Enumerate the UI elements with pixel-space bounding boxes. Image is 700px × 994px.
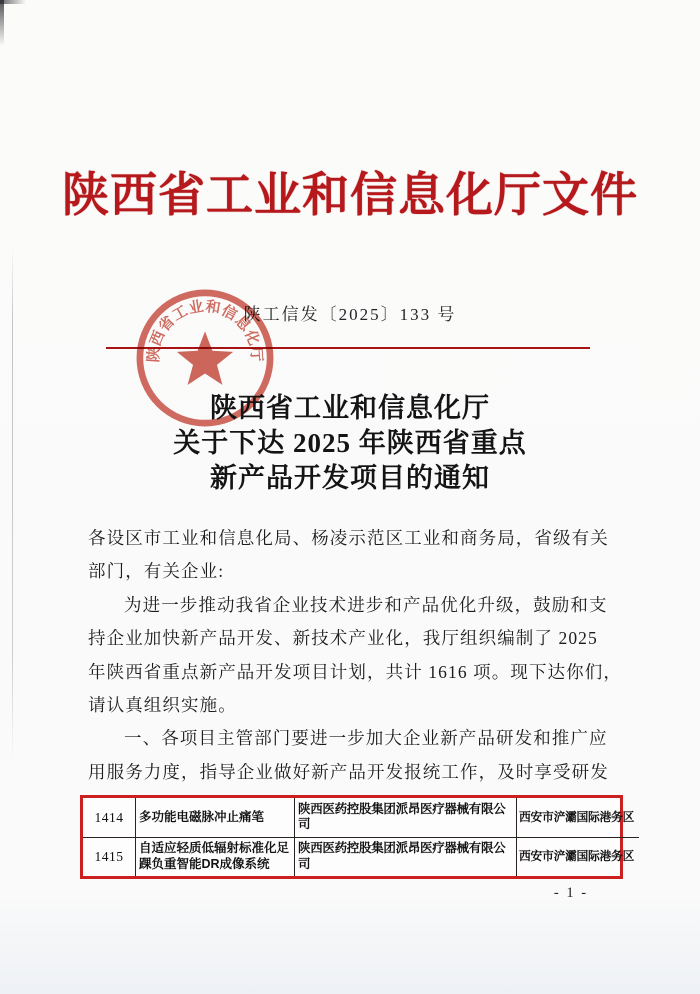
district-cell: 西安市浐灞国际港务区 bbox=[517, 837, 640, 876]
body-line: 一、各项目主管部门要进一步加大企业新产品研发和推广应 bbox=[124, 728, 608, 749]
body-line: 各设区市工业和信息化局、杨凌示范区工业和商务局，省级有关 bbox=[88, 528, 609, 548]
project-name-cell: 自适应轻质低辐射标准化足踝负重智能DR成像系统 bbox=[136, 837, 295, 876]
page-number: - 1 - bbox=[553, 885, 589, 901]
district-cell: 西安市浐灞国际港务区 bbox=[517, 798, 640, 837]
body-line: 部门，有关企业: bbox=[88, 561, 225, 582]
document-body bbox=[88, 522, 622, 789]
document-title-line1: 陕西省工业和信息化厅 bbox=[210, 393, 490, 423]
body-line: 用服务力度，指导企业做好新产品开发报统工作，及时享受研发 bbox=[88, 761, 609, 782]
company-cell: 陕西医药控股集团派昂医疗器械有限公司 bbox=[295, 798, 517, 837]
body-line: 年陕西省重点新产品开发项目计划，共计 1616 项。现下达你们， bbox=[88, 661, 622, 682]
document-title-line2: 关于下达 2025 年陕西省重点 bbox=[173, 428, 527, 458]
document-number: 陕工信发〔2025〕133 号 bbox=[243, 305, 457, 324]
project-name-cell: 多功能电磁脉冲止痛笔 bbox=[136, 798, 295, 837]
table-row bbox=[83, 798, 639, 837]
highlighted-project-table bbox=[80, 795, 634, 879]
body-line: 请认真组织实施。 bbox=[88, 695, 237, 716]
body-line: 为进一步推动我省企业技术进步和产品优化升级，鼓励和支 bbox=[124, 594, 608, 615]
scan-edge-artifact bbox=[0, 0, 4, 46]
table-row bbox=[83, 837, 639, 876]
scan-edge-artifact bbox=[0, 0, 26, 4]
body-line: 持企业加快新产品开发、新技术产业化，我厅组织编制了 2025 bbox=[88, 628, 598, 649]
letterhead-title: 陕西省工业和信息化厅文件 bbox=[62, 170, 638, 222]
document-title bbox=[0, 391, 700, 496]
seal-star-icon bbox=[177, 331, 233, 385]
project-id-cell: 1414 bbox=[83, 798, 136, 837]
seal-arc-text: 陕西省工业和信息化厅 bbox=[145, 298, 265, 363]
document-title-line3: 新产品开发项目的通知 bbox=[210, 463, 490, 493]
company-cell: 陕西医药控股集团派昂医疗器械有限公司 bbox=[295, 837, 517, 876]
project-id-cell: 1415 bbox=[83, 837, 136, 876]
